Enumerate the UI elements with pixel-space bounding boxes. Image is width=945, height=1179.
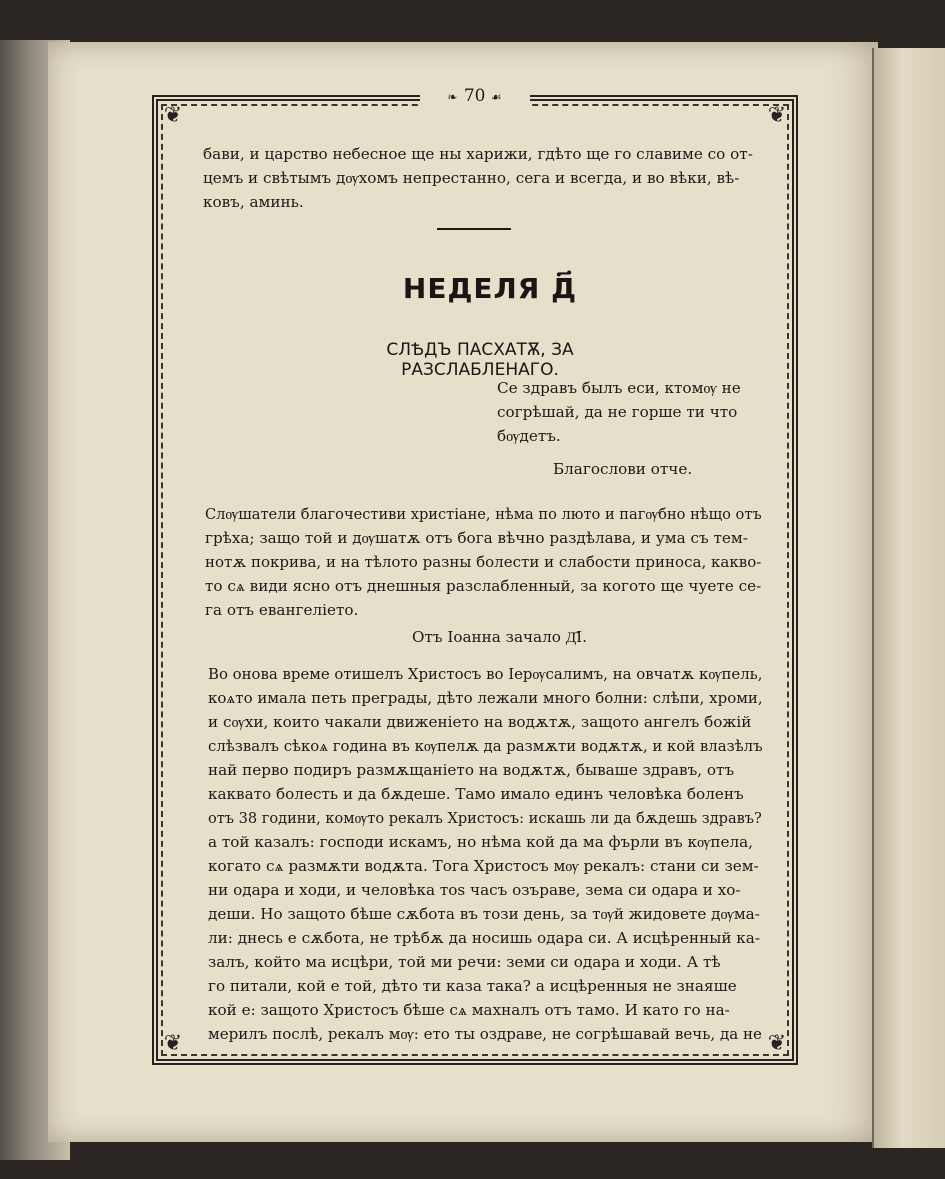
text-line: ни одара и ходи, и человѣка тоѕ часъ озъраве, зема си одара и хо-	[208, 881, 741, 899]
text-line: а той казалъ: господи искамъ, но нѣма кой да ма фърли въ кѹпела,	[208, 833, 753, 851]
text-line: кой е: защото Христосъ бѣше сѧ махналъ отъ тамо. И като го на-	[208, 1001, 730, 1019]
text-line: деши. Но защото бѣше сѫбота въ този день, за тѹй жидовете дѹма-	[208, 905, 760, 923]
page-number-header	[420, 82, 530, 110]
text-line: грѣха; защо той и дѹшатѫ отъ бога вѣчно раздѣлава, и ума съ тем-	[205, 529, 748, 547]
epigraph-line: согрѣшай, да не горше ти что	[497, 403, 738, 421]
corner-ornament-icon: ❦	[163, 103, 183, 128]
text-line: Во онова време отишелъ Христосъ во Iерѹсалимъ, на овчатѫ кѹпель,	[208, 665, 763, 683]
text-line: Слѹшатели благочестиви христiане, нѣма по люто и пагѹбно нѣщо отъ	[205, 505, 762, 523]
text-line: га отъ евангелiето.	[205, 601, 359, 619]
corner-ornament-icon: ❦	[767, 1031, 787, 1056]
sermon-subtitle: СЛѢДЪ ПАСХАТѪ, ЗА РАЗСЛАБЛЕНАГО.	[386, 340, 574, 380]
epigraph-line: Се здравъ былъ еси, ктомѹ не	[497, 379, 741, 397]
text-line: и сѹхи, които чакали движенiето на водѫтѫ, защото ангелъ божiй	[208, 713, 752, 731]
right-page-sliver	[874, 48, 945, 1148]
text-line: цемъ и свѣтымъ дѹхомъ непрестанно, сега и всегда, и во вѣки, вѣ-	[203, 169, 740, 187]
text-line: когато сѧ размѫти водѫта. Тога Христосъ мѹ рекалъ: стани си зем-	[208, 857, 759, 875]
corner-ornament-icon: ❦	[163, 1031, 183, 1056]
sermon-title: НЕДЕЛЯ Д҃	[402, 272, 578, 305]
text-line: каквато болесть и да бѫдеше. Тамо имало единъ человѣка боленъ	[208, 785, 744, 803]
reading-heading: Отъ Iоанна зачало Д҃I.	[412, 628, 587, 646]
corner-ornament-icon: ❦	[767, 103, 787, 128]
text-line: коѧто имала петь преграды, дѣто лежали много болни: слѣпи, хроми,	[208, 689, 763, 707]
blessing: Благослови отче.	[553, 460, 693, 478]
text-line: нотѫ покрива, и на тѣлото разны болести и слабости приноса, каквo-	[205, 553, 762, 571]
text-line: отъ 38 години, комѹто рекалъ Христосъ: искашь ли да бѫдешь здравъ?	[208, 809, 762, 827]
section-divider	[437, 228, 511, 230]
text-line: ковъ, аминь.	[203, 193, 304, 211]
text-line: мерилъ послѣ, рекалъ мѹ: ето ты оздраве, не согрѣшавай вечь, да не	[208, 1025, 762, 1043]
text-line: залъ, който ма исцѣри, той ми речи: земи си одара и ходи. А тѣ	[208, 953, 721, 971]
text-line: слѣзвалъ сѣкоѧ година въ кѹпелѫ да размѫти водѫтѫ, и кой влазѣлъ	[208, 737, 763, 755]
text-line: най перво подиръ размѫщанiето на водѫтѫ, бывaше здравъ, отъ	[208, 761, 735, 779]
epigraph-line: бѹдетъ.	[497, 427, 561, 445]
page-number: 70	[463, 86, 486, 106]
leaf-ornament-icon: ❧	[447, 90, 459, 104]
text-line: ли: днесь е сѫбота, не трѣбѫ да носишь одара си. А исцѣренный ка-	[208, 929, 760, 947]
text-line: бави, и царство небесное ще ны харижи, гдѣто ще го славиме со от-	[203, 145, 753, 163]
leaf-ornament-icon: ☙	[490, 90, 503, 104]
text-line: то сѧ види ясно отъ днешныя разслабленный, за когото ще чуете се-	[205, 577, 762, 595]
text-line: го питали, кой е той, дѣто ти каза така? а исцѣренныя не знаяше	[208, 977, 737, 995]
